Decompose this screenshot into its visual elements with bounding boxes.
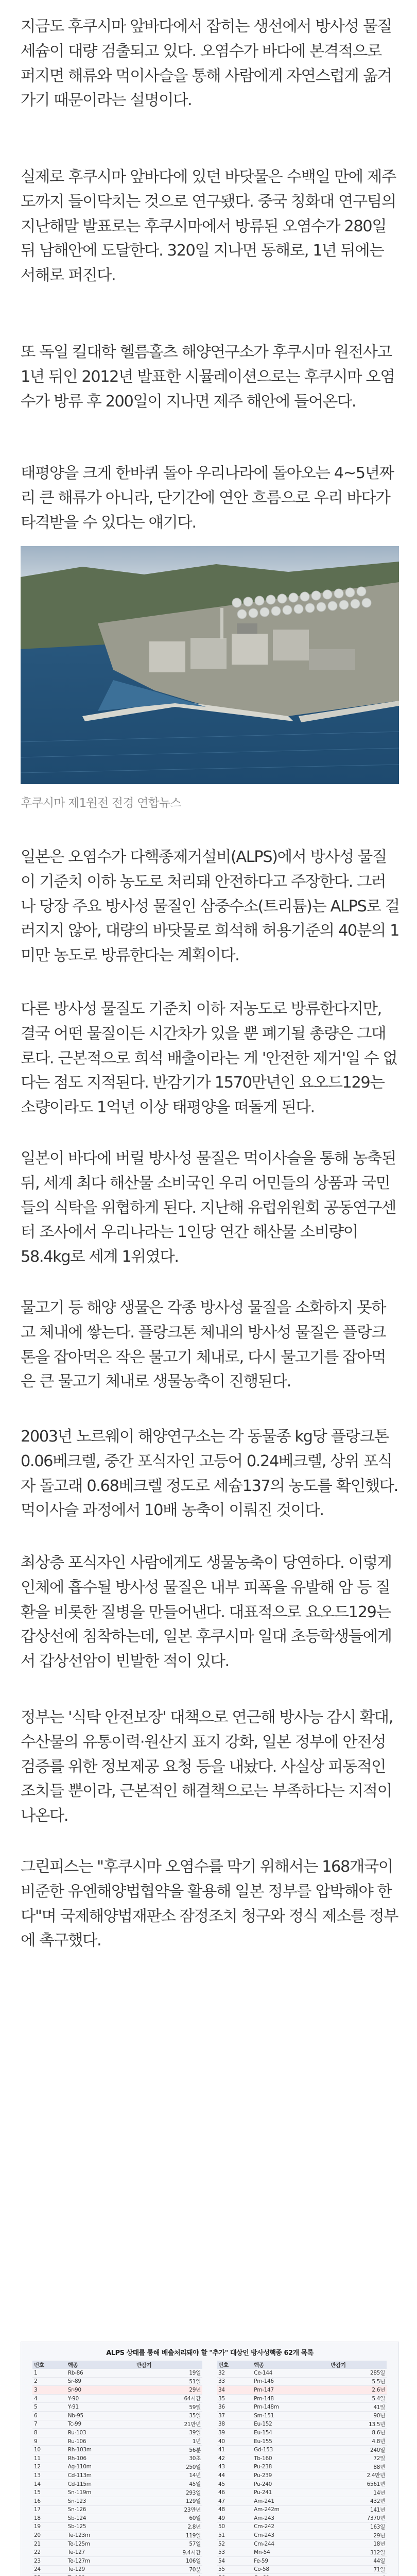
table-row <box>217 2394 387 2403</box>
table-cell: 42 <box>217 2454 252 2463</box>
table-cell: 41 <box>217 2446 252 2454</box>
table-cell: Pm-146 <box>252 2377 329 2386</box>
table-cell: Nb-95 <box>66 2411 135 2420</box>
table-cell <box>66 2574 135 2576</box>
article-paragraph: 태평양을 크게 한바퀴 돌아 우리나라에 돌아오는 4~5년짜리 큰 해류가 아니라, 단기간에 연안 흐름으로 우리 바다가 타격받을 수 있다는 얘기다. <box>21 464 394 532</box>
article-paragraph: 일본은 오염수가 다핵종제거설비(ALPS)에서 방사성 물질이 기준치 이하 농도로 처리돼 안전하다고 주장한다. 그러나 당장 주요 방사성 물질인 삼중수소(트리튬)는 ALPS로 걸러지지 않아, 대량의 바닷물로 희석해 허용기준의 40분의 1 미만 농도로 방류한다는 계획이다. <box>21 848 399 965</box>
table-cell: 17 <box>32 2505 66 2514</box>
table-cell: Sr-89 <box>66 2377 135 2386</box>
table-row <box>32 2557 202 2566</box>
table-cell: Fe-59 <box>252 2557 329 2566</box>
table-cell: Eu-154 <box>252 2429 329 2437</box>
table-row <box>217 2574 387 2576</box>
article-paragraph: 2003년 노르웨이 해양연구소는 각 동물종 kg당 플랑크톤 0.06베크렐, 중간 포식자인 고등어 0.24베크렐, 상위 포식자 돌고래 0.68베크렐 정도로 세슘137의 농도를 확인했다. 먹이사슬 과정에서 10배 농축이 이뤄진 것이다. <box>21 1428 398 1520</box>
table-cell: Te-127m <box>66 2557 135 2566</box>
table-cell: 2.6년 <box>329 2386 387 2395</box>
table-cell: Cd-113m <box>66 2471 135 2480</box>
table-cell: Cd-115m <box>66 2480 135 2488</box>
table-cell: Eu-152 <box>252 2420 329 2429</box>
table-cell: 29년 <box>329 2531 387 2540</box>
table-cell: 34 <box>217 2386 252 2395</box>
table-cell: 53 <box>217 2548 252 2557</box>
article-paragraph: 정부는 '식탁 안전보장' 대책으로 연근해 방사능 감시 확대, 수산물의 유통이력·원산지 표지 강화, 일본 정부에 안전성 검증를 위한 정보제공 요청 등을 내놨다. 사실상 피동적인 조치들 뿐이라, 근본적인 해결책으로는 부족하다는 지적이 나온다. <box>21 1708 393 1825</box>
table-cell: 1년 <box>135 2437 202 2446</box>
table-cell: Ru-103 <box>66 2429 135 2437</box>
table-cell: 40 <box>217 2437 252 2446</box>
table-row <box>32 2463 202 2471</box>
table-cell <box>32 2574 66 2576</box>
table-cell: Pu-240 <box>252 2480 329 2488</box>
table-cell: 285일 <box>329 2369 387 2377</box>
table-row <box>32 2574 202 2576</box>
table-cell <box>329 2574 387 2576</box>
table-cell: Am-243 <box>252 2514 329 2523</box>
table-row <box>32 2514 202 2523</box>
table-cell: 240일 <box>329 2446 387 2454</box>
table-row <box>217 2488 387 2497</box>
table-row <box>32 2446 202 2454</box>
table-cell: 21만년 <box>135 2420 202 2429</box>
table-cell: 7370년 <box>329 2514 387 2523</box>
table-row <box>217 2557 387 2566</box>
table-cell: Ag-110m <box>66 2463 135 2471</box>
table-row <box>217 2403 387 2412</box>
table-row <box>32 2471 202 2480</box>
article-paragraph: 물고기 등 해양 생물은 각종 방사성 물질을 소화하지 못하고 체내에 쌓는다. 플랑크톤 체내의 방사성 물질은 플랑크톤을 잡아먹은 작은 물고기 체내로, 다시 물고기를 잡아먹은 큰 물고기 체내로 생물농축이 진행된다. <box>21 1299 386 1391</box>
table-cell: 5 <box>32 2403 66 2412</box>
table-cell: 54 <box>217 2557 252 2566</box>
table-cell: 35일 <box>135 2411 202 2420</box>
table-row <box>32 2403 202 2412</box>
table-cell: 90년 <box>329 2411 387 2420</box>
table-cell: Cm-242 <box>252 2522 329 2531</box>
table-cell: Am-242m <box>252 2505 329 2514</box>
table-cell: Am-241 <box>252 2497 329 2505</box>
table-cell: 51 <box>217 2531 252 2540</box>
table-cell: Pm-147 <box>252 2386 329 2395</box>
table-row <box>32 2386 202 2395</box>
table-cell: Sm-151 <box>252 2411 329 2420</box>
table-cell: 33 <box>217 2377 252 2386</box>
table-row <box>217 2411 387 2420</box>
table-cell: Rh-106 <box>66 2454 135 2463</box>
table-cell: Pu-241 <box>252 2488 329 2497</box>
table-cell: 1 <box>32 2369 66 2377</box>
table-cell: Tb-160 <box>252 2454 329 2463</box>
table-cell: 16 <box>32 2497 66 2505</box>
table-cell: 2 <box>32 2377 66 2386</box>
table-cell: Y-90 <box>66 2394 135 2403</box>
table-row <box>217 2539 387 2548</box>
table-cell: 44 <box>217 2471 252 2480</box>
table-cell: 8 <box>32 2429 66 2437</box>
table-cell: Te-127 <box>66 2548 135 2557</box>
table-cell: 38 <box>217 2420 252 2429</box>
table-cell: 35 <box>217 2394 252 2403</box>
table-cell: 44일 <box>329 2557 387 2566</box>
table-cell: Te-123m <box>66 2531 135 2540</box>
table-cell: 64시간 <box>135 2394 202 2403</box>
table-row <box>32 2548 202 2557</box>
table-row <box>217 2429 387 2437</box>
table-cell: 14년 <box>329 2488 387 2497</box>
table-cell: 88년 <box>329 2463 387 2471</box>
table-cell: 18년 <box>329 2539 387 2548</box>
table-cell: 59일 <box>135 2403 202 2412</box>
table-row <box>217 2437 387 2446</box>
table-row <box>32 2497 202 2505</box>
table-cell: 129일 <box>135 2497 202 2505</box>
table-row <box>217 2463 387 2471</box>
table-cell: 2.8년 <box>135 2522 202 2531</box>
radionuclide-table-figure <box>21 2342 399 2576</box>
table-cell: 106일 <box>135 2557 202 2566</box>
table-cell: Ce-144 <box>252 2369 329 2377</box>
photo-caption: 후쿠시마 제1원전 전경 연합뉴스 <box>21 796 181 810</box>
table-header: 핵종 <box>66 2361 135 2369</box>
table-cell: 18 <box>32 2514 66 2523</box>
article-paragraph: 또 독일 킬대학 헬름홀츠 해양연구소가 후쿠시마 원전사고 1년 뒤인 2012년 발표한 시뮬레이션으로는 후쿠시마 오염수가 방류 후 200일이 지나면 제주 해안에 들어온다. <box>21 343 395 411</box>
table-cell: 15 <box>32 2488 66 2497</box>
table-title: ALPS 상태를 통해 배출처리돼야 할 "추가" 대상인 방사성핵종 62개 목록 <box>106 2349 314 2357</box>
table-row <box>32 2505 202 2514</box>
table-cell: 312일 <box>329 2548 387 2557</box>
table-cell: 52 <box>217 2539 252 2548</box>
table-row <box>217 2548 387 2557</box>
table-cell: Sn-119m <box>66 2488 135 2497</box>
table-cell: 72일 <box>329 2454 387 2463</box>
table-cell: 4 <box>32 2394 66 2403</box>
table-row <box>32 2377 202 2386</box>
table-cell: Pm-148 <box>252 2394 329 2403</box>
table-cell: 49 <box>217 2514 252 2523</box>
table-row <box>217 2454 387 2463</box>
table-cell: Sr-90 <box>66 2386 135 2395</box>
table-cell: 4.8년 <box>329 2437 387 2446</box>
table-row <box>217 2446 387 2454</box>
table-cell: 23 <box>32 2557 66 2566</box>
table-cell: Pm-148m <box>252 2403 329 2412</box>
article-paragraph: 지금도 후쿠시마 앞바다에서 잡히는 생선에서 방사성 물질 세슘이 대량 검출되고 있다. 오염수가 바다에 본격적으로 퍼지면 해류와 먹이사슬을 통해 사람에게 자연스럽게 옮겨가기 때문이라는 설명이다. <box>21 18 392 110</box>
table-header: 핵종 <box>252 2361 329 2369</box>
table-header: 번호 <box>32 2361 66 2369</box>
table-row <box>32 2411 202 2420</box>
table-cell: 5.4일 <box>329 2394 387 2403</box>
table-cell: Ru-106 <box>66 2437 135 2446</box>
table-row <box>217 2497 387 2505</box>
table-cell: 70분 <box>135 2565 202 2574</box>
table-cell: 39일 <box>135 2429 202 2437</box>
table-cell: 250일 <box>135 2463 202 2471</box>
table-cell: Sb-124 <box>66 2514 135 2523</box>
table-cell: 2.4만년 <box>329 2471 387 2480</box>
table-cell <box>252 2574 329 2576</box>
table-cell: 6 <box>32 2411 66 2420</box>
table-header: 반감기 <box>329 2361 387 2369</box>
table-cell: 5.5년 <box>329 2377 387 2386</box>
table-cell: 43 <box>217 2463 252 2471</box>
article-paragraph: 일본이 바다에 버릴 방사성 물질은 먹이사슬을 통해 농축된 뒤, 세계 최다 해산물 소비국인 우리 어민들의 상품과 국민들의 식탁을 위협하게 된다. 지난해 유럽위원회 공동연구센터 조사에서 우리나라는 1인당 연간 해산물 소비량이 58.4kg로 세계 1위였다. <box>21 1149 396 1266</box>
table-cell: 37 <box>217 2411 252 2420</box>
nuclide-table-left <box>32 2361 202 2576</box>
table-cell: 9 <box>32 2437 66 2446</box>
table-row <box>217 2565 387 2574</box>
table-cell: 293일 <box>135 2488 202 2497</box>
table-cell: 71일 <box>329 2565 387 2574</box>
table-cell: Sn-123 <box>66 2497 135 2505</box>
table-cell: Eu-155 <box>252 2437 329 2446</box>
table-cell: 50 <box>217 2522 252 2531</box>
table-cell: 39 <box>217 2429 252 2437</box>
table-row <box>32 2565 202 2574</box>
table-row <box>32 2531 202 2540</box>
table-cell: Te-125m <box>66 2539 135 2548</box>
table-cell: 32 <box>217 2369 252 2377</box>
table-cell: Cm-243 <box>252 2531 329 2540</box>
table-cell: Pu-238 <box>252 2463 329 2471</box>
table-cell: 12 <box>32 2463 66 2471</box>
table-cell: Pu-239 <box>252 2471 329 2480</box>
table-cell: 41일 <box>329 2403 387 2412</box>
table-cell: 11 <box>32 2454 66 2463</box>
table-cell: 29년 <box>135 2386 202 2395</box>
table-cell: 48 <box>217 2505 252 2514</box>
table-cell: 36 <box>217 2403 252 2412</box>
table-row <box>217 2505 387 2514</box>
article-paragraph: 다른 방사성 물질도 기준치 이하 저농도로 방류한다지만, 결국 어떤 물질이든 시간차가 있을 뿐 폐기될 총량은 그대로다. 근본적으로 희석 배출이라는 게 '안전한 제거'일 수 없다는 점도 지적된다. 반감기가 1570만년인 요오드129는 소량이라도 1억년 이상 태평양을 떠돌게 된다. <box>21 1000 397 1117</box>
table-row <box>217 2480 387 2488</box>
table-row <box>32 2539 202 2548</box>
table-cell: 60일 <box>135 2514 202 2523</box>
table-cell: Rb-86 <box>66 2369 135 2377</box>
article-paragraph: 실제로 후쿠시마 앞바다에 있던 바닷물은 수백일 만에 제주도까지 들이닥치는 것으로 연구됐다. 중국 칭화대 연구팀의 지난해말 발표로는 후쿠시마에서 방류된 오염수가 280일 뒤 남해안에 도달한다. 320일 지나면 동해로, 1년 뒤에는 서해로 퍼진다. <box>21 168 396 285</box>
table-cell: 46 <box>217 2488 252 2497</box>
table-cell: 30초 <box>135 2454 202 2463</box>
table-cell: Co-58 <box>252 2565 329 2574</box>
table-row <box>32 2480 202 2488</box>
table-cell: 21 <box>32 2539 66 2548</box>
table-cell: Y-91 <box>66 2403 135 2412</box>
table-cell: 13.5년 <box>329 2420 387 2429</box>
table-header: 번호 <box>217 2361 252 2369</box>
nuclide-table-right <box>217 2361 387 2576</box>
table-row <box>32 2369 202 2377</box>
table-cell: 3 <box>32 2386 66 2395</box>
table-cell: Gd-153 <box>252 2446 329 2454</box>
table-cell: Sn-126 <box>66 2505 135 2514</box>
table-cell: 13 <box>32 2471 66 2480</box>
table-cell: 6561년 <box>329 2480 387 2488</box>
table-cell: Rh-103m <box>66 2446 135 2454</box>
table-row <box>217 2531 387 2540</box>
table-cell: Mn-54 <box>252 2548 329 2557</box>
table-cell: Tc-99 <box>66 2420 135 2429</box>
table-row <box>217 2522 387 2531</box>
table-cell: 8.6년 <box>329 2429 387 2437</box>
table-row <box>32 2429 202 2437</box>
table-cell <box>135 2574 202 2576</box>
nuclear-plant-photo <box>21 546 399 784</box>
table-cell: 47 <box>217 2497 252 2505</box>
table-cell: 14년 <box>135 2471 202 2480</box>
table-cell: 119일 <box>135 2531 202 2540</box>
table-row <box>217 2471 387 2480</box>
table-cell: 57일 <box>135 2539 202 2548</box>
table-cell: 10 <box>32 2446 66 2454</box>
table-cell: Te-129 <box>66 2565 135 2574</box>
table-row <box>217 2514 387 2523</box>
table-cell: 19일 <box>135 2369 202 2377</box>
article-paragraph: 그린피스는 "후쿠시마 오염수를 막기 위해서는 168개국이 비준한 유엔해양법협약을 활용해 일본 정부를 압박해야 한다"며 국제해양법재판소 잠정조치 청구와 정식 제소를 정부에 촉구했다. <box>21 1858 398 1950</box>
table-cell: 45일 <box>135 2480 202 2488</box>
table-row <box>32 2420 202 2429</box>
table-cell: 56분 <box>135 2446 202 2454</box>
table-cell: 432년 <box>329 2497 387 2505</box>
table-cell: 163일 <box>329 2522 387 2531</box>
table-cell: 23만년 <box>135 2505 202 2514</box>
table-row <box>32 2488 202 2497</box>
table-row <box>217 2386 387 2395</box>
table-cell: 19 <box>32 2522 66 2531</box>
table-cell: 14 <box>32 2480 66 2488</box>
table-cell: 20 <box>32 2531 66 2540</box>
table-cell: 7 <box>32 2420 66 2429</box>
table-row <box>32 2522 202 2531</box>
table-cell: 45 <box>217 2480 252 2488</box>
table-row <box>32 2394 202 2403</box>
table-row <box>217 2369 387 2377</box>
table-header: 반감기 <box>135 2361 202 2369</box>
table-cell: 22 <box>32 2548 66 2557</box>
table-cell: 24 <box>32 2565 66 2574</box>
table-row <box>32 2437 202 2446</box>
table-cell: 55 <box>217 2565 252 2574</box>
table-cell: 51일 <box>135 2377 202 2386</box>
table-cell: 9.4시간 <box>135 2548 202 2557</box>
table-row <box>217 2377 387 2386</box>
table-row <box>217 2420 387 2429</box>
table-cell: Cm-244 <box>252 2539 329 2548</box>
table-cell: 141년 <box>329 2505 387 2514</box>
article-paragraph: 최상층 포식자인 사람에게도 생물농축이 당연하다. 이렇게 인체에 흡수될 방사성 물질은 내부 피폭을 유발해 암 등 질환을 비롯한 질병을 만들어낸다. 대표적으로 요오드129는 갑상선에 침착하는데, 일본 후쿠시마 일대 초등학생들에게서 갑상선암이 빈발한 적이 있다. <box>21 1554 392 1671</box>
table-cell: Sb-125 <box>66 2522 135 2531</box>
table-cell <box>217 2574 252 2576</box>
table-row <box>32 2454 202 2463</box>
